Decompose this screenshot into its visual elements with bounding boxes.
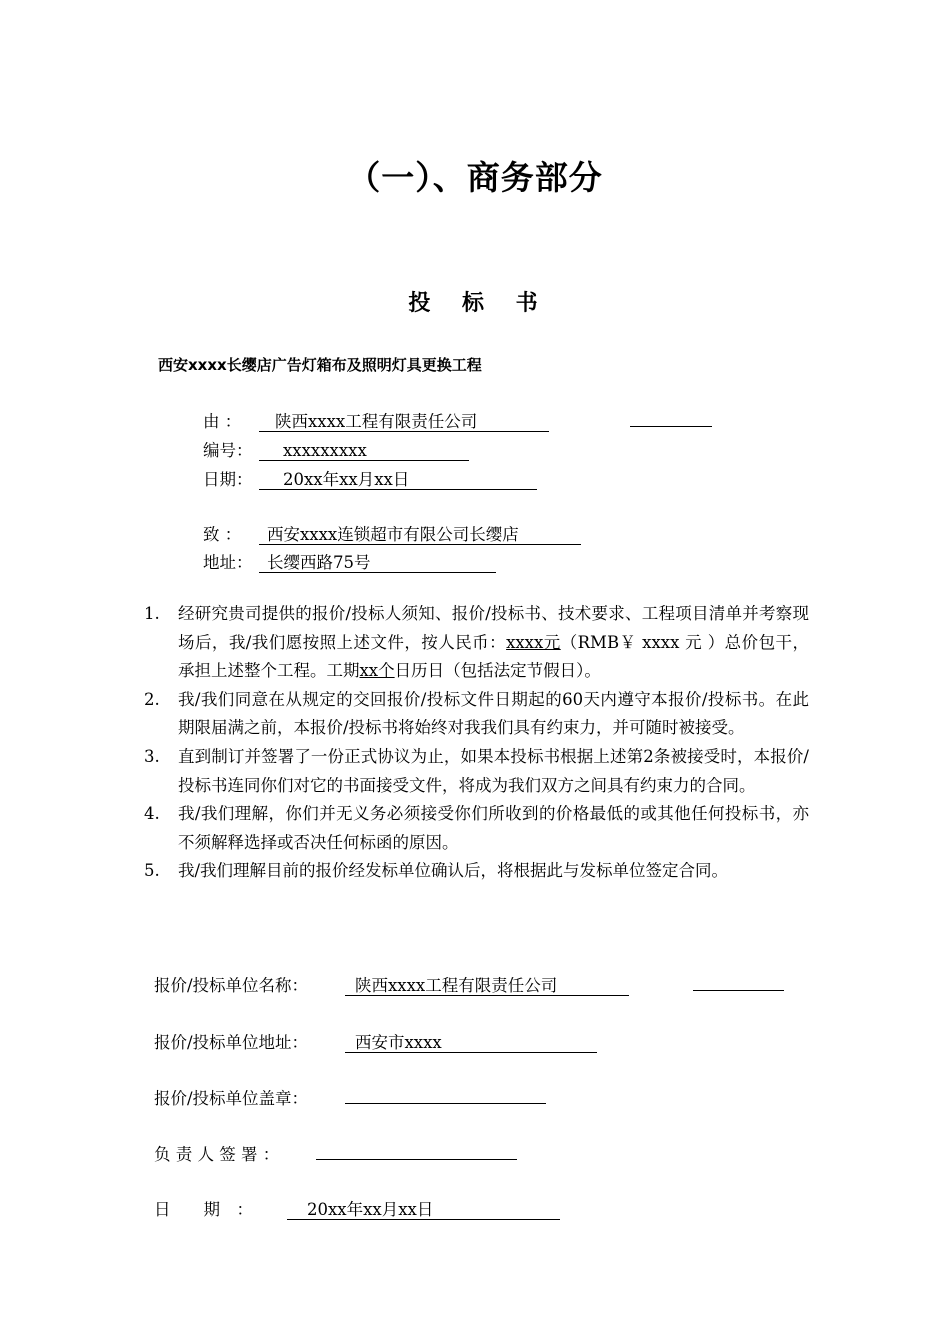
clause-item bbox=[144, 857, 809, 886]
bidder-address-label: 报价/投标单位地址： bbox=[154, 1033, 309, 1052]
bidder-name-row bbox=[154, 972, 629, 996]
bidder-name-label: 报价/投标单位名称： bbox=[154, 976, 309, 995]
clause-number: 2. bbox=[144, 689, 160, 709]
clause-number: 3. bbox=[144, 746, 160, 766]
period-value: xx个 bbox=[359, 661, 395, 681]
signer-row bbox=[154, 1141, 517, 1165]
clause-text: 直到制订并签署了一份正式协议为止，如果本投标书根据上述第2条被接受时，本报价/投标书连同你们对它的书面接受文件，将成为我们双方之间具有约束力的合同。 bbox=[178, 746, 809, 795]
to-value: 西安xxxx连锁超市有限公司长缨店 bbox=[259, 526, 581, 545]
bidder-seal-row bbox=[154, 1085, 546, 1109]
clause-text: 经研究贵司提供的报价/投标人须知、报价/投标书、技术要求、工程项目清单并考察现场后，我/我们愿按照上述文件，按人民币： bbox=[178, 604, 809, 652]
clause-item bbox=[144, 743, 809, 800]
clause-number: 5. bbox=[144, 861, 160, 881]
sign-date-label: 日 期 ： bbox=[154, 1200, 253, 1219]
project-name: 西安xxxx长缨店广告灯箱布及照明灯具更换工程 bbox=[158, 356, 482, 374]
section-title: （一）、商务部分 bbox=[347, 158, 603, 197]
clause-text: 日历日（包括法定节假日）。 bbox=[394, 661, 601, 681]
number-label: 编号： bbox=[203, 441, 253, 460]
clause-number: 1. bbox=[144, 604, 160, 623]
price-value: xxxx元 bbox=[506, 632, 561, 652]
date-label: 日期： bbox=[203, 470, 253, 489]
sign-date-value: 20xx年xx月xx日 bbox=[287, 1201, 560, 1220]
clause-text: （RMB￥ xxxx 元 ）总价包干，承担上述整个工程。工期 bbox=[178, 632, 809, 681]
from-row bbox=[203, 408, 549, 432]
address-row bbox=[203, 549, 496, 573]
from-label: 由 ： bbox=[203, 412, 242, 431]
clause-text: 我/我们理解目前的报价经发标单位确认后，将根据此与发标单位签定合同。 bbox=[178, 861, 729, 881]
signer-label: 负 责 人 签 署 ： bbox=[154, 1145, 280, 1164]
bidder-seal-label: 报价/投标单位盖章： bbox=[154, 1089, 309, 1108]
seal-blank bbox=[345, 1085, 546, 1104]
number-value: xxxxxxxxx bbox=[259, 442, 469, 461]
blank-line bbox=[630, 426, 712, 427]
signature-blank bbox=[316, 1141, 517, 1160]
address-label: 地址： bbox=[203, 553, 253, 572]
to-row bbox=[203, 521, 581, 545]
sign-date-row bbox=[154, 1196, 560, 1220]
bidder-name-value: 陕西xxxx工程有限责任公司 bbox=[345, 977, 629, 996]
bidder-address-row bbox=[154, 1029, 597, 1053]
clause-item bbox=[144, 686, 809, 743]
date-row bbox=[203, 466, 537, 490]
clause-text: 我/我们同意在从规定的交回报价/投标文件日期起的60天内遵守本报价/投标书。在此期限届满之前，本报价/投标书将始终对我我们具有约束力，并可随时被接受。 bbox=[178, 689, 809, 738]
clause-item bbox=[144, 800, 809, 857]
clause-list bbox=[144, 600, 809, 886]
date-value: 20xx年xx月xx日 bbox=[259, 471, 537, 490]
clause-item bbox=[144, 600, 809, 686]
address-value: 长缨西路75号 bbox=[259, 554, 496, 573]
clause-text: 我/我们理解，你们并无义务必须接受你们所收到的价格最低的或其他任何投标书，亦不须解释选择或否决任何标函的原因。 bbox=[178, 804, 809, 852]
to-label: 致 ： bbox=[203, 525, 242, 544]
blank-line bbox=[693, 990, 784, 991]
from-value: 陕西xxxx工程有限责任公司 bbox=[259, 413, 549, 432]
bidder-address-value: 西安市xxxx bbox=[345, 1034, 597, 1053]
document-title: 投 标 书 bbox=[408, 291, 550, 316]
number-row bbox=[203, 437, 469, 461]
clause-number: 4. bbox=[144, 804, 160, 824]
